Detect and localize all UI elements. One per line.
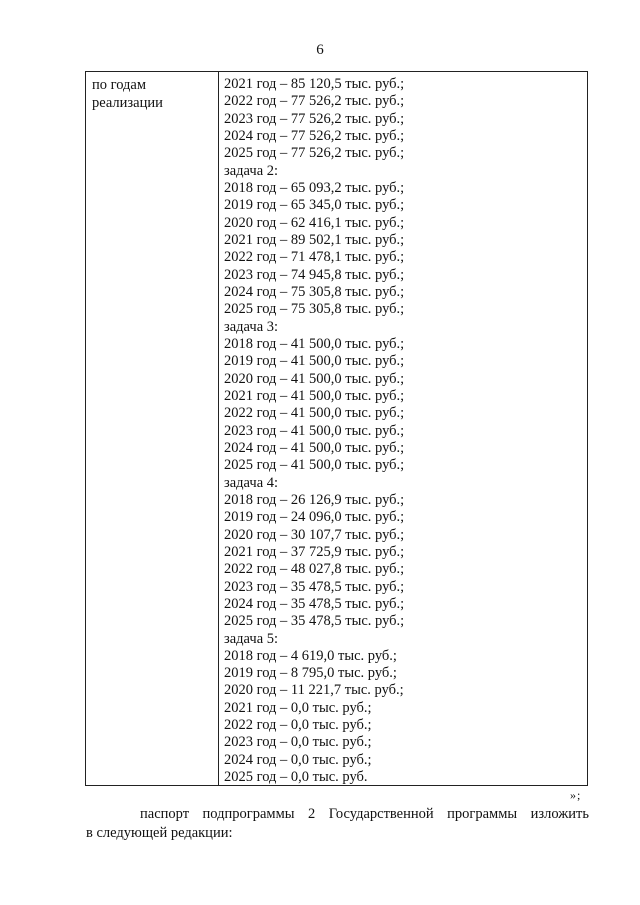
funding-row: 2025 год – 77 526,2 тыс. руб.; <box>224 145 405 162</box>
page-number: 6 <box>316 42 324 58</box>
funding-row: 2019 год – 8 795,0 тыс. руб.; <box>224 665 397 682</box>
funding-row: 2023 год – 74 945,8 тыс. руб.; <box>224 266 405 283</box>
funding-row: 2021 год – 89 502,1 тыс. руб.; <box>224 231 405 248</box>
funding-table <box>85 71 588 786</box>
funding-row: 2021 год – 0,0 тыс. руб.; <box>224 699 372 716</box>
left-cell-line: реализации <box>92 95 163 111</box>
table-right-cell <box>219 72 587 785</box>
funding-row: 2020 год – 41 500,0 тыс. руб.; <box>224 370 405 387</box>
funding-row: 2020 год – 62 416,1 тыс. руб.; <box>224 214 405 231</box>
funding-row: 2022 год – 77 526,2 тыс. руб.; <box>224 93 405 110</box>
table-left-cell <box>86 72 219 785</box>
funding-row: 2025 год – 0,0 тыс. руб. <box>224 769 368 786</box>
closing-quote: »; <box>570 788 582 802</box>
funding-row: 2018 год – 65 093,2 тыс. руб.; <box>224 179 405 196</box>
funding-row: 2020 год – 30 107,7 тыс. руб.; <box>224 526 405 543</box>
funding-row: 2023 год – 41 500,0 тыс. руб.; <box>224 422 405 439</box>
funding-row: задача 3: <box>224 318 279 335</box>
funding-row: 2022 год – 41 500,0 тыс. руб.; <box>224 405 405 422</box>
funding-row: 2024 год – 41 500,0 тыс. руб.; <box>224 439 405 456</box>
funding-row: 2022 год – 48 027,8 тыс. руб.; <box>224 561 405 578</box>
funding-row: 2019 год – 24 096,0 тыс. руб.; <box>224 509 405 526</box>
funding-row: задача 4: <box>224 474 279 491</box>
funding-row: 2021 год – 37 725,9 тыс. руб.; <box>224 543 405 560</box>
funding-row: 2018 год – 26 126,9 тыс. руб.; <box>224 491 405 508</box>
funding-row: 2024 год – 75 305,8 тыс. руб.; <box>224 283 405 300</box>
funding-row: 2022 год – 71 478,1 тыс. руб.; <box>224 249 405 266</box>
paragraph-line: в следующей редакции: <box>86 825 233 841</box>
funding-row: 2024 год – 77 526,2 тыс. руб.; <box>224 127 405 144</box>
funding-row: 2020 год – 11 221,7 тыс. руб.; <box>224 682 404 699</box>
funding-row: 2021 год – 41 500,0 тыс. руб.; <box>224 387 405 404</box>
funding-row: 2023 год – 0,0 тыс. руб.; <box>224 734 372 751</box>
body-paragraph <box>86 805 589 843</box>
funding-row: 2025 год – 41 500,0 тыс. руб.; <box>224 457 405 474</box>
funding-row: 2024 год – 35 478,5 тыс. руб.; <box>224 595 405 612</box>
funding-row: 2025 год – 75 305,8 тыс. руб.; <box>224 301 405 318</box>
funding-row: 2024 год – 0,0 тыс. руб.; <box>224 751 372 768</box>
funding-row: задача 2: <box>224 162 279 179</box>
funding-row: 2019 год – 41 500,0 тыс. руб.; <box>224 353 405 370</box>
funding-row: 2018 год – 4 619,0 тыс. руб.; <box>224 647 397 664</box>
funding-row: 2025 год – 35 478,5 тыс. руб.; <box>224 613 405 630</box>
funding-row: 2023 год – 35 478,5 тыс. руб.; <box>224 578 405 595</box>
funding-row: 2023 год – 77 526,2 тыс. руб.; <box>224 110 405 127</box>
paragraph-line: паспорт подпрограммы 2 Государственной программы изложить <box>140 806 589 822</box>
funding-row: 2021 год – 85 120,5 тыс. руб.; <box>224 76 405 92</box>
funding-row: 2022 год – 0,0 тыс. руб.; <box>224 717 372 734</box>
funding-row: 2019 год – 65 345,0 тыс. руб.; <box>224 197 405 214</box>
left-cell-line: по годам <box>92 77 147 93</box>
funding-row: задача 5: <box>224 630 279 647</box>
funding-row: 2018 год – 41 500,0 тыс. руб.; <box>224 335 405 352</box>
